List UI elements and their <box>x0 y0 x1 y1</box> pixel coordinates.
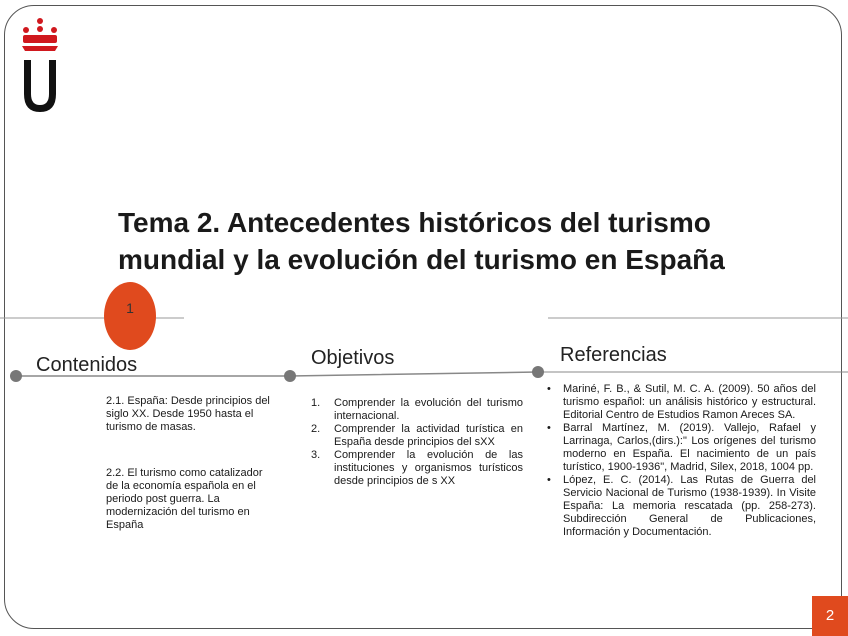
objetivos-list <box>311 397 523 488</box>
objetivos-item-number: 2. <box>311 423 321 435</box>
objetivos-item <box>311 423 523 449</box>
referencias-item <box>544 422 816 474</box>
bullet-icon: • <box>547 422 551 434</box>
contenidos-heading: Contenidos <box>36 354 138 376</box>
marker-number: 1 <box>126 300 134 316</box>
marker-circle <box>104 282 156 350</box>
timeline-node-contenidos <box>10 370 22 382</box>
referencias-item <box>544 474 816 539</box>
objetivos-item-number: 1. <box>311 397 321 409</box>
objetivos-item-number: 3. <box>311 449 321 461</box>
objetivos-item-text: Comprender la actividad turística en España desde principios del sXX <box>334 423 523 448</box>
objetivos-item-text: Comprender la evolución del turismo internacional. <box>334 397 523 422</box>
objetivos-item-text: Comprender la evolución de las instituciones y organismos turísticos desde principios de s XX <box>334 449 523 487</box>
objetivos-heading: Objetivos <box>311 347 395 369</box>
contenidos-item: 2.1. España: Desde principios del siglo XX. Desde 1950 hasta el turismo de masas. <box>106 395 270 433</box>
page-number-badge: 2 <box>812 596 848 636</box>
referencias-item-text: Barral Martínez, M. (2019). Vallejo, Rafael y Larrinaga, Carlos,(dirs.):" Los orígenes del turismo moderno en España. El nacimiento de un país turístico, 1900-1936", Madrid, Silex, 2018, 1004 pp. <box>563 422 816 473</box>
objetivos-column <box>311 397 523 488</box>
objetivos-item <box>311 449 523 488</box>
timeline-node-objetivos <box>284 370 296 382</box>
referencias-item-text: López, E. C. (2014). Las Rutas de Guerra del Servicio Nacional de Turismo (1938-1939). In Visite España: La memoria rescatada (pp. 258-273). Subdirección General de Publicaciones, Información y Documentación. <box>563 474 816 538</box>
referencias-heading: Referencias <box>560 344 667 366</box>
objetivos-item <box>311 397 523 423</box>
timeline-node-referencias <box>532 366 544 378</box>
slide-title: Tema 2. Antecedentes históricos del turismo mundial y la evolución del turismo en España <box>118 207 725 275</box>
referencias-list <box>544 383 816 539</box>
contenidos-column <box>106 395 270 532</box>
referencias-item <box>544 383 816 422</box>
bullet-icon: • <box>547 474 551 486</box>
referencias-item-text: Mariné, F. B., & Sutil, M. C. A. (2009). 50 años del turismo español: un análisis histórico y estructural. Editorial Centro de Estudios Ramon Areces SA. <box>563 383 816 421</box>
bullet-icon: • <box>547 383 551 395</box>
referencias-column <box>544 383 816 539</box>
contenidos-item: 2.2. El turismo como catalizador de la economía española en el periodo post guerra. La modernización del turismo en España <box>106 467 263 531</box>
